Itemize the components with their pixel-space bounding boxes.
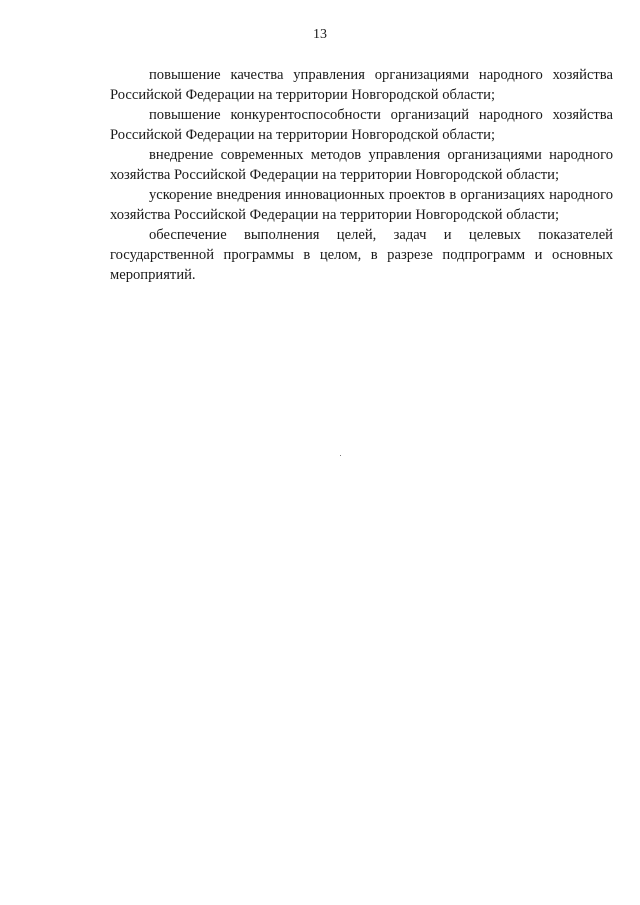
body-text (110, 65, 613, 285)
paragraph-program-goals: обеспечение выполнения целей, задач и целевых показателей государственной программы в целом, в разрезе подпрограмм и основных мероприятий. (110, 227, 613, 283)
page-number: 13 (313, 27, 327, 42)
scan-speck (340, 455, 341, 456)
paragraph-innovation-projects: ускорение внедрения инновационных проектов в организациях народного хозяйства Российской Федерации на территории Новгородской области; (110, 187, 613, 223)
paragraph-modern-methods: внедрение современных методов управления организациями народного хозяйства Российской Федерации на территории Новгородской области; (110, 147, 613, 183)
paragraph-competitiveness: повышение конкурентоспособности организаций народного хозяйства Российской Федерации на территории Новгородской области; (110, 107, 613, 143)
paragraph-management-quality: повышение качества управления организациями народного хозяйства Российской Федерации на территории Новгородской области; (110, 67, 613, 103)
